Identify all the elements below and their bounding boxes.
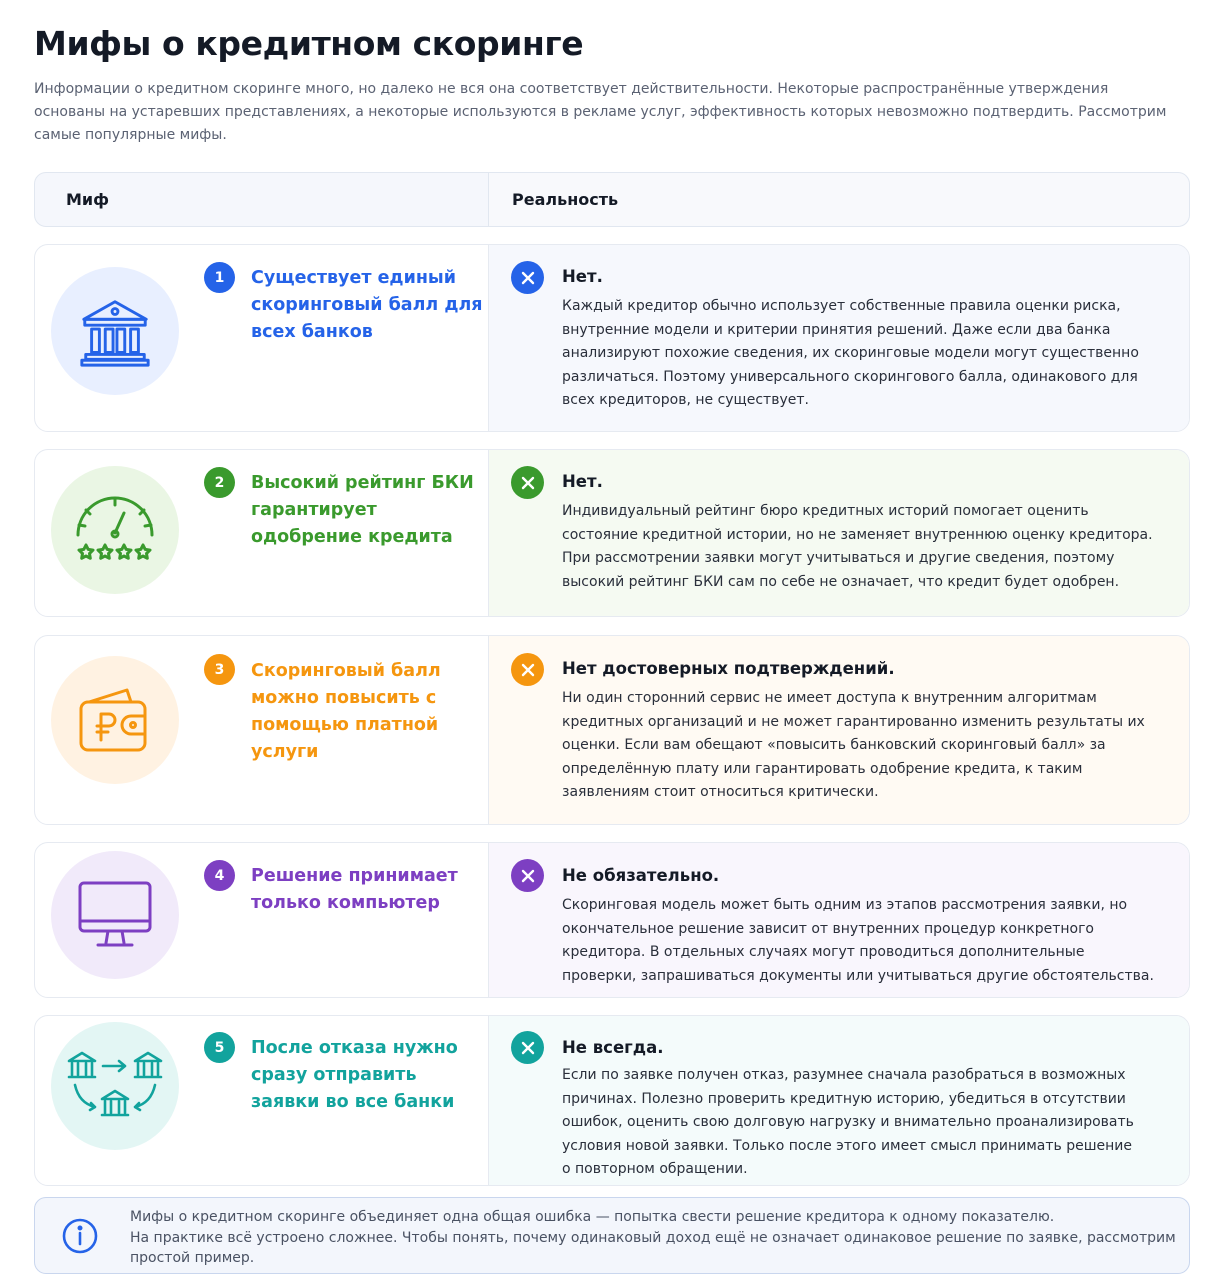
- info-icon: [61, 1217, 99, 1259]
- cross-icon: [511, 859, 544, 892]
- verdict: Не обязательно.: [562, 866, 720, 885]
- myth-row-2: [34, 449, 1190, 617]
- page-title: Мифы о кредитном скоринге: [34, 24, 584, 63]
- myth-row-4: [34, 842, 1190, 998]
- cross-icon: [511, 261, 544, 294]
- info-text: [130, 1207, 1180, 1269]
- explanation: Индивидуальный рейтинг бюро кредитных историй помогает оценить состояние кредитной истории, но не заменяет внутреннюю оценку кредитора. При рассмотрении заявки могут учитываться и другие сведения, поэтому высокий рейтинг БКИ сам по себе не означает, что кредит будет одобрен.: [562, 503, 1153, 590]
- explanation: Каждый кредитор обычно использует собственные правила оценки риска, внутренние модели и критерии принятия решений. Даже если два банка анализируют похожие сведения, их скоринговые модели могут существенно различаться. Поэтому универсального скорингового балла, одинакового для всех кредиторов, не существует.: [562, 298, 1139, 409]
- bank-icon: [51, 267, 179, 395]
- myth-number: 3: [204, 654, 235, 685]
- reality-cell: [489, 245, 1189, 431]
- myth-cell: [35, 1016, 489, 1185]
- myth-cell: [35, 245, 489, 431]
- myth-number: 1: [204, 262, 235, 293]
- myth-title: Существует единый скоринговый балл для всех банков: [251, 268, 483, 342]
- myth-cell: [35, 636, 489, 824]
- myth-cell: [35, 450, 489, 616]
- header-reality: Реальность: [489, 173, 1189, 226]
- myth-row-5: [34, 1015, 1190, 1186]
- myth-row-1: [34, 244, 1190, 432]
- reality-cell: [489, 1016, 1189, 1185]
- cross-icon: [511, 1031, 544, 1064]
- myth-number: 2: [204, 467, 235, 498]
- table-header: [34, 172, 1190, 227]
- myth-number: 5: [204, 1032, 235, 1063]
- myth-number: 4: [204, 860, 235, 891]
- header-myth: Миф: [35, 173, 489, 226]
- myth-cell: [35, 843, 489, 997]
- cross-icon: [511, 466, 544, 499]
- info-line-1: Мифы о кредитном скоринге объединяет одна общая ошибка — попытка свести решение кредитора к одному показателю.: [130, 1209, 1055, 1225]
- myth-title: После отказа нужно сразу отправить заявки во все банки: [251, 1038, 458, 1112]
- reality-cell: [489, 636, 1189, 824]
- ruble-wallet-icon: [51, 656, 179, 784]
- explanation: Ни один сторонний сервис не имеет доступа к внутренним алгоритмам кредитных организаций и не может гарантированно изменить результаты их оценки. Если вам обещают «повысить банковский скоринговый балл» за определённую плату или гарантировать одобрение кредита, к таким заявлениям стоит относиться критически.: [562, 690, 1145, 801]
- cross-icon: [511, 653, 544, 686]
- myth-title: Решение принимает только компьютер: [251, 866, 458, 913]
- info-line-2: На практике всё устроено сложнее. Чтобы понять, почему одинаковый доход ещё не означает одинаковое решение по заявке, рассмотрим простой пример.: [130, 1229, 1176, 1266]
- reality-cell: [489, 450, 1189, 616]
- info-note: [34, 1197, 1190, 1274]
- explanation: Скоринговая модель может быть одним из этапов рассмотрения заявки, но окончательное решение зависит от внутренних процедур конкретного кредитора. В отдельных случаях могут проводиться дополнительные проверки, запрашиваться документы или учитываться другие обстоятельства.: [562, 897, 1154, 984]
- explanation: Если по заявке получен отказ, разумнее сначала разобраться в возможных причинах. Полезно проверить кредитную историю, убедиться в отсутствии ошибок, оценить свою долговую нагрузку и внимательно проанализировать условия новой заявки. Только после этого имеет смысл принимать решение о повторном обращении.: [562, 1067, 1134, 1178]
- reality-cell: [489, 843, 1189, 997]
- banks-cycle-icon: [51, 1022, 179, 1150]
- myth-row-3: [34, 635, 1190, 825]
- intro-text: Информации о кредитном скоринге много, но далеко не вся она соответствует действительности. Некоторые распространённые утверждения основаны на устаревших представлениях, а некоторые используются в рекламе услуг, эффективность которых невозможно подтвердить. Рассмотрим самые популярные мифы.: [34, 81, 1167, 143]
- verdict: Нет достоверных подтверждений.: [562, 659, 895, 678]
- verdict: Нет.: [562, 472, 603, 491]
- myth-title: Скоринговый балл можно повысить с помощью платной услуги: [251, 661, 441, 762]
- verdict: Не всегда.: [562, 1038, 664, 1057]
- verdict: Нет.: [562, 267, 603, 286]
- rating-gauge-icon: [51, 466, 179, 594]
- computer-monitor-icon: [51, 851, 179, 979]
- myth-title: Высокий рейтинг БКИ гарантирует одобрение кредита: [251, 473, 474, 547]
